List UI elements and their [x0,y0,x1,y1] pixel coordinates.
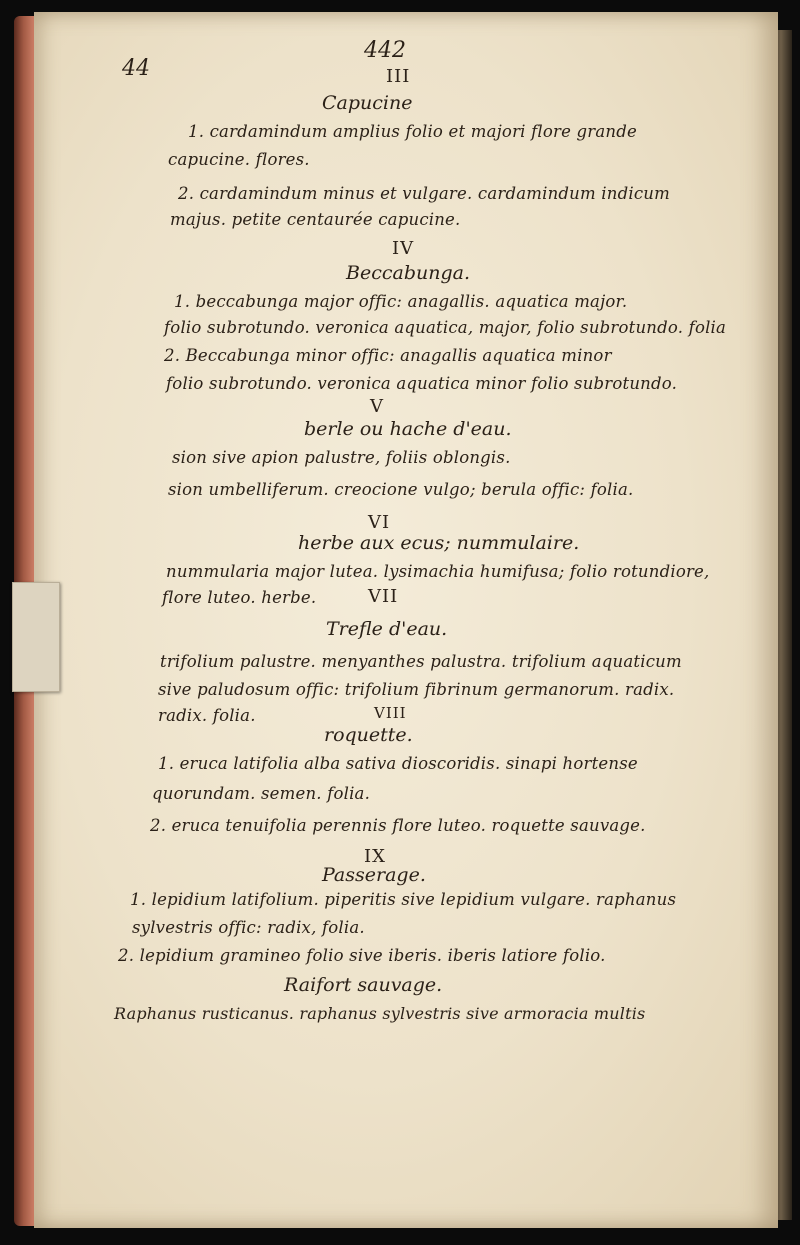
bookmark-tab [12,582,60,692]
manuscript-page [34,12,778,1228]
text-line: 1. cardamindum amplius folio et majori flore grande [188,122,637,141]
section-heading: herbe aux ecus; nummulaire. [298,532,580,554]
section-heading: berle ou hache d'eau. [304,418,512,440]
section-heading: Capucine [322,92,413,114]
text-line: flore luteo. herbe. [162,588,317,607]
corner-number: 44 [122,56,150,81]
text-line: sive paludosum offic: trifolium fibrinum germanorum. radix. [158,680,675,699]
text-line: 2. eruca tenuifolia perennis flore luteo. roquette sauvage. [150,816,646,835]
section-heading: Raifort sauvage. [284,974,443,996]
section-heading: Beccabunga. [346,262,470,284]
section-numeral: VI [368,512,391,533]
section-heading: Trefle d'eau. [326,618,448,640]
text-line: 1. lepidium latifolium. piperitis sive lepidium vulgare. raphanus [130,890,677,909]
page-number: 442 [364,38,406,63]
section-numeral: III [386,66,411,87]
text-line: capucine. flores. [168,150,310,169]
section-heading: roquette. [324,724,413,746]
section-numeral: V [370,396,384,417]
text-line: majus. petite centaurée capucine. [170,210,461,229]
section-numeral: VIII [374,704,407,722]
text-line: folio subrotundo. veronica aquatica minor folio subrotundo. [166,374,678,393]
section-numeral: IX [364,846,386,867]
text-line: 1. eruca latifolia alba sativa dioscoridis. sinapi hortense [158,754,638,773]
text-line: radix. folia. [158,706,256,725]
text-line: Raphanus rusticanus. raphanus sylvestris sive armoracia multis [114,1004,646,1023]
text-line: 2. lepidium gramineo folio sive iberis. iberis latiore folio. [118,946,606,965]
text-line: quorundam. semen. folia. [152,784,371,803]
text-line: trifolium palustre. menyanthes palustra. trifolium aquaticum [160,652,682,671]
section-heading: Passerage. [322,864,426,886]
text-line: nummularia major lutea. lysimachia humifusa; folio rotundiore, [166,562,710,581]
text-line: 2. Beccabunga minor offic: anagallis aquatica minor [164,346,612,365]
text-line: sylvestris offic: radix, folia. [132,918,365,937]
text-line: 1. beccabunga major offic: anagallis. aquatica major. [174,292,628,311]
section-numeral: VII [368,586,399,607]
text-line: 2. cardamindum minus et vulgare. cardamindum indicum [178,184,670,203]
text-line: sion umbelliferum. creocione vulgo; berula offic: folia. [168,480,634,499]
section-numeral: IV [392,238,415,259]
text-line: sion sive apion palustre, foliis oblongis. [172,448,511,467]
text-line: folio subrotundo. veronica aquatica, major, folio subrotundo. folia [164,318,727,337]
